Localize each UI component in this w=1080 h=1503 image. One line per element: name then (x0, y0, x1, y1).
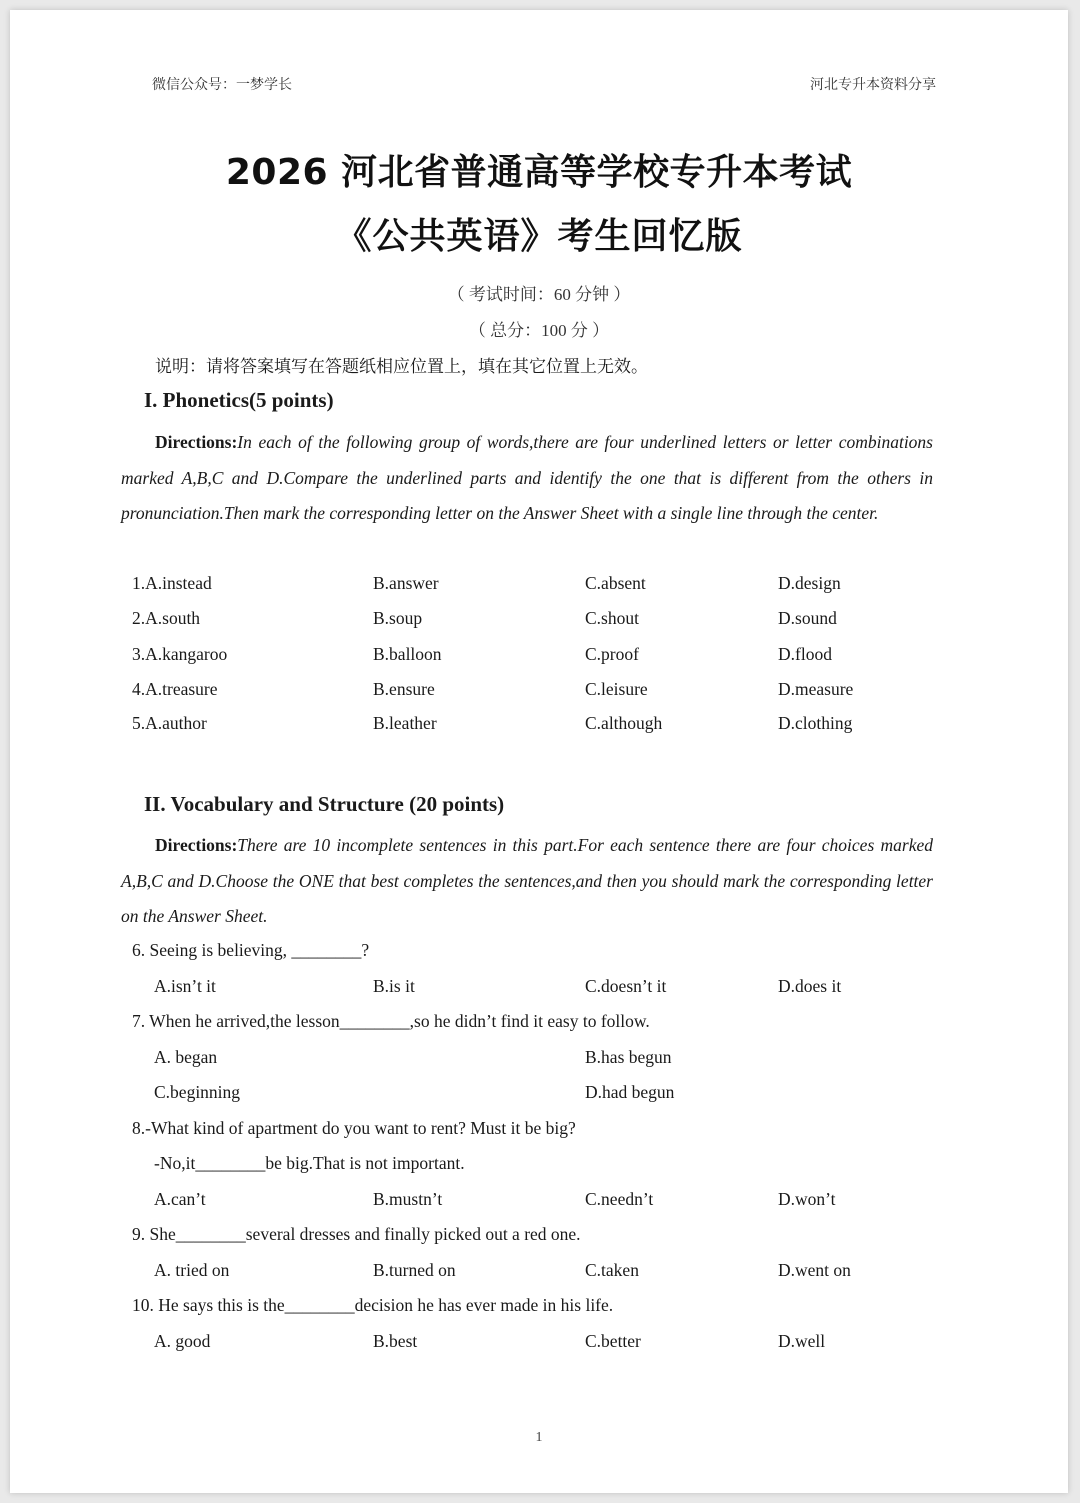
exam-page (10, 10, 1068, 1493)
option: D.flood (778, 644, 832, 664)
question-8: 8.-What kind of apartment do you want to rent? Must it be big? (132, 1118, 576, 1138)
section1-directions (121, 425, 933, 532)
option: 3.A.kangaroo (132, 644, 228, 664)
question-8-reply: -No,it________be big.That is not important. (154, 1153, 465, 1173)
phonetics-row (10, 713, 1068, 737)
directions-text: There are 10 incomplete sentences in this part.For each sentence there are four choices marked A,B,C and D.Choose the ONE that best completes the sentences,and then you should mark the corresponding letter on the Answer Sheet. (121, 835, 933, 926)
question-stem (10, 1153, 1068, 1177)
question-7: 7. When he arrived,the lesson________,so he didn’t find it easy to follow. (132, 1011, 650, 1031)
question-options (10, 1260, 1068, 1284)
option-d: D.won’t (778, 1189, 836, 1209)
exam-score: （ 总分：100 分 ） (468, 321, 610, 340)
option: C.proof (585, 644, 639, 664)
option: B.answer (373, 573, 439, 593)
header-right: 河北专升本资料分享 (810, 78, 936, 93)
option-a: A.can’t (154, 1189, 206, 1209)
option-b: B.has begun (585, 1047, 672, 1067)
phonetics-row (10, 608, 1068, 632)
option: C.although (585, 713, 663, 733)
question-6: 6. Seeing is believing, ________? (132, 940, 370, 960)
question-options (10, 1189, 1068, 1213)
option: 5.A.author (132, 713, 207, 733)
directions-text: In each of the following group of words,there are four underlined letters or letter combinations marked A,B,C and D.Compare the underlined parts and identify the one that is different from the others in pronunciation.Then mark the corresponding letter on the Answer Sheet with a single line through the center. (121, 432, 933, 523)
option-b: B.best (373, 1331, 418, 1351)
exam-subtitle: 《公共英语》考生回忆版 (335, 216, 743, 257)
option-a: A. good (154, 1331, 211, 1351)
option: D.measure (778, 679, 854, 699)
option-d: D.does it (778, 976, 842, 996)
option: B.balloon (373, 644, 442, 664)
section2-directions (121, 828, 933, 935)
option: 4.A.treasure (132, 679, 218, 699)
option: B.leather (373, 713, 437, 733)
option: C.shout (585, 608, 639, 628)
page-number: 1 (535, 1430, 543, 1445)
question-options (10, 976, 1068, 1000)
question-stem (10, 1295, 1068, 1319)
option-b: B.is it (373, 976, 415, 996)
option-a: A.isn’t it (154, 976, 216, 996)
question-9: 9. She________several dresses and finally picked out a red one. (132, 1224, 581, 1244)
option-d: D.had begun (585, 1082, 675, 1102)
exam-title: 2026 河北省普通高等学校专升本考试 (225, 152, 853, 193)
question-10: 10. He says this is the________decision he has ever made in his life. (132, 1295, 614, 1315)
option: D.clothing (778, 713, 853, 733)
option: 1.A.instead (132, 573, 212, 593)
directions-label: Directions: (155, 432, 238, 452)
phonetics-row (10, 679, 1068, 703)
question-options (10, 1331, 1068, 1355)
option-b: B.turned on (373, 1260, 456, 1280)
option-b: B.mustn’t (373, 1189, 443, 1209)
option: B.soup (373, 608, 423, 628)
option-a: A. tried on (154, 1260, 230, 1280)
option: C.absent (585, 573, 646, 593)
option-c: C.doesn’t it (585, 976, 667, 996)
option: D.design (778, 573, 841, 593)
option-c: C.taken (585, 1260, 639, 1280)
option-a: A. began (154, 1047, 218, 1067)
question-stem (10, 940, 1068, 964)
section1-title: I. Phonetics(5 points) (144, 388, 334, 412)
question-stem (10, 1118, 1068, 1142)
question-options (10, 1082, 1068, 1106)
question-options (10, 1047, 1068, 1071)
option: 2.A.south (132, 608, 201, 628)
option-c: C.beginning (154, 1082, 241, 1102)
question-stem (10, 1011, 1068, 1035)
option-c: C.needn’t (585, 1189, 654, 1209)
option: C.leisure (585, 679, 648, 699)
header-left: 微信公众号：一梦学长 (152, 78, 292, 93)
directions-label: Directions: (155, 835, 238, 855)
instructions-note: 说明：请将答案填写在答题纸相应位置上，填在其它位置上无效。 (155, 357, 648, 376)
option-d: D.went on (778, 1260, 851, 1280)
option-d: D.well (778, 1331, 826, 1351)
option: D.sound (778, 608, 837, 628)
section2-title: II. Vocabulary and Structure (20 points) (144, 792, 505, 816)
phonetics-row (10, 573, 1068, 597)
option: B.ensure (373, 679, 435, 699)
exam-time: （ 考试时间：60 分钟 ） (447, 285, 631, 304)
question-stem (10, 1224, 1068, 1248)
option-c: C.better (585, 1331, 641, 1351)
phonetics-row (10, 644, 1068, 668)
